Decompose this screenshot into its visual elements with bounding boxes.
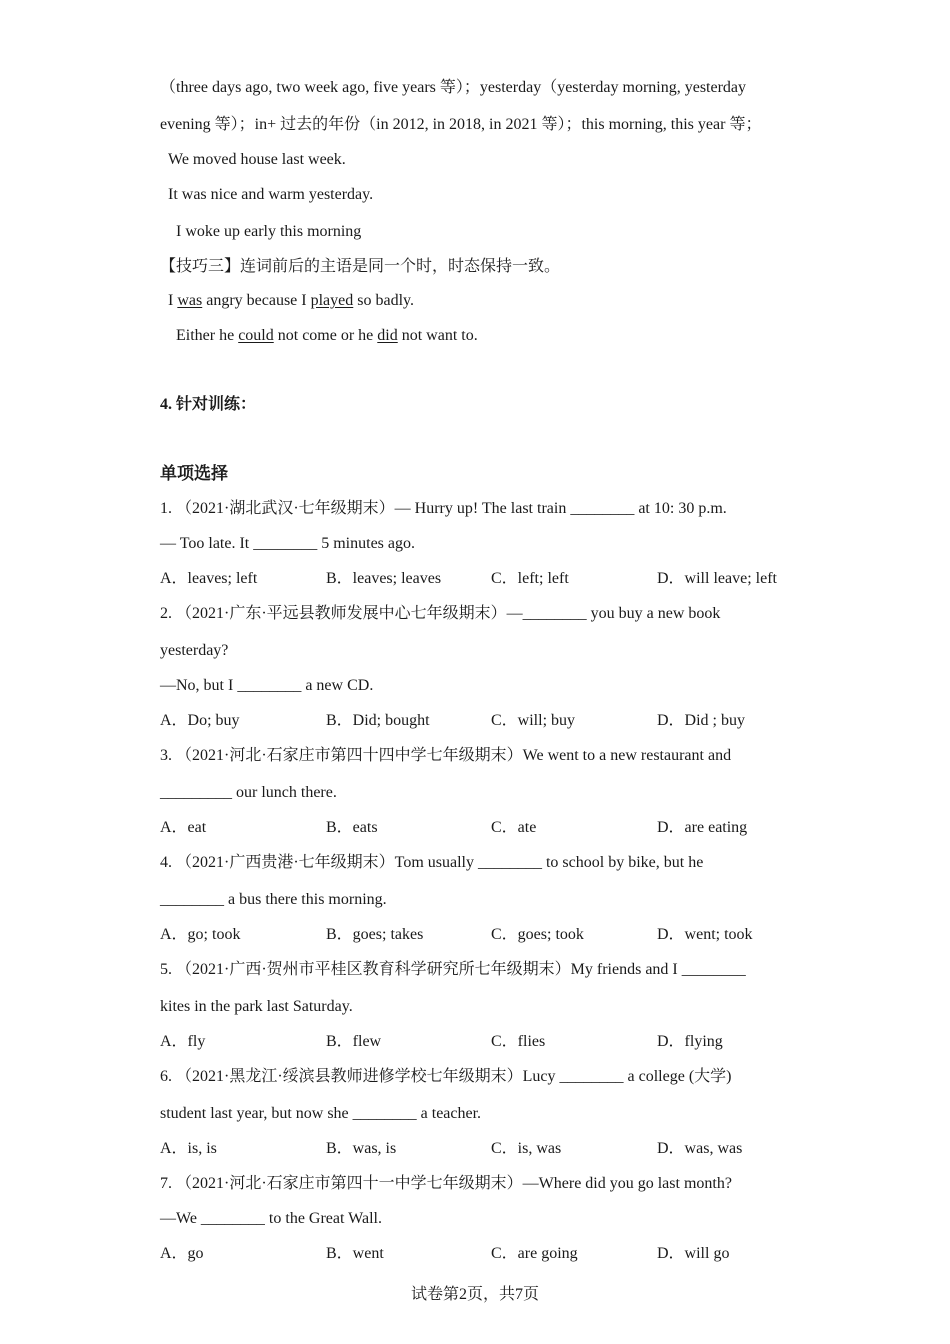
section-4-heading: 4. 针对训练： <box>160 396 257 413</box>
example-sentence-3: I woke up early this morning <box>176 223 362 240</box>
question-5-option-b[interactable]: B．flew <box>326 1033 382 1050</box>
question-7-option-d[interactable]: D．will go <box>657 1245 730 1262</box>
tip-3-example-1: I was angry because I played so badly. <box>168 292 414 309</box>
single-choice-heading: 单项选择 <box>160 464 228 483</box>
question-2-option-b[interactable]: B．Did; bought <box>326 712 430 729</box>
question-2-line-1: 2. （2021·广东·平远县教师发展中心七年级期末）—________ you buy a new book <box>160 605 721 622</box>
question-5-option-c[interactable]: C．flies <box>491 1033 546 1050</box>
question-6-line-2: student last year, but now she ________ a teacher. <box>160 1105 482 1122</box>
page-footer: 试卷第2页，共7页 <box>410 1286 539 1303</box>
question-1-option-c[interactable]: C．left; left <box>491 570 569 587</box>
intro-line-2: evening 等）；in+ 过去的年份（in 2012, in 2018, in 2021 等）；this morning, this year 等； <box>160 116 762 133</box>
question-1-option-a[interactable]: A．leaves; left <box>160 570 258 587</box>
question-4-option-a[interactable]: A．go; took <box>160 926 241 943</box>
question-7-option-b[interactable]: B．went <box>326 1245 384 1262</box>
question-1-line-2: — Too late. It ________ 5 minutes ago. <box>160 535 415 552</box>
question-7-line-2: —We ________ to the Great Wall. <box>160 1210 382 1227</box>
question-3-line-1: 3. （2021·河北·石家庄市第四十四中学七年级期末）We went to a new restaurant and <box>160 747 732 764</box>
question-5-option-d[interactable]: D．flying <box>657 1033 723 1050</box>
question-6-option-d[interactable]: D．was, was <box>657 1140 743 1157</box>
question-3-option-b[interactable]: B．eats <box>326 819 378 836</box>
question-3-option-a[interactable]: A．eat <box>160 819 207 836</box>
question-5-line-1: 5. （2021·广西·贺州市平桂区教育科学研究所七年级期末）My friends and I ________ <box>160 961 746 978</box>
question-2-line-2: yesterday? <box>160 642 229 659</box>
example-sentence-1: We moved house last week. <box>168 151 346 168</box>
example-sentence-2: It was nice and warm yesterday. <box>168 186 374 203</box>
question-2-option-a[interactable]: A．Do; buy <box>160 712 240 729</box>
question-1-line-1: 1. （2021·湖北武汉·七年级期末）— Hurry up! The last train ________ at 10: 30 p.m. <box>160 500 727 517</box>
tip-3-title: 【技巧三】连词前后的主语是同一个时，时态保持一致。 <box>160 258 561 275</box>
question-7-line-1: 7. （2021·河北·石家庄市第四十一中学七年级期末）—Where did you go last month? <box>160 1175 732 1192</box>
question-7-option-a[interactable]: A．go <box>160 1245 204 1262</box>
question-6-option-c[interactable]: C．is, was <box>491 1140 562 1157</box>
question-4-option-d[interactable]: D．went; took <box>657 926 753 943</box>
question-4-line-2: ________ a bus there this morning. <box>160 891 387 908</box>
question-2-option-c[interactable]: C．will; buy <box>491 712 576 729</box>
question-6-option-a[interactable]: A．is, is <box>160 1140 217 1157</box>
question-3-option-d[interactable]: D．are eating <box>657 819 748 836</box>
question-7-option-c[interactable]: C．are going <box>491 1245 578 1262</box>
question-6-option-b[interactable]: B．was, is <box>326 1140 397 1157</box>
question-1-option-b[interactable]: B．leaves; leaves <box>326 570 442 587</box>
question-2-line-3: —No, but I ________ a new CD. <box>160 677 374 694</box>
question-3-option-c[interactable]: C．ate <box>491 819 537 836</box>
question-4-option-b[interactable]: B．goes; takes <box>326 926 424 943</box>
question-1-option-d[interactable]: D．will leave; left <box>657 570 777 587</box>
intro-line-1: （three days ago, two week ago, five years 等）；yesterday（yesterday morning, yesterday <box>160 79 747 96</box>
question-4-option-c[interactable]: C．goes; took <box>491 926 584 943</box>
tip-3-example-2: Either he could not come or he did not want to. <box>176 327 478 344</box>
question-5-line-2: kites in the park last Saturday. <box>160 998 353 1015</box>
question-6-line-1: 6. （2021·黑龙江·绥滨县教师进修学校七年级期末）Lucy ________ a college (大学) <box>160 1068 732 1085</box>
question-3-line-2: _________ our lunch there. <box>160 784 337 801</box>
question-5-option-a[interactable]: A．fly <box>160 1033 206 1050</box>
question-4-line-1: 4. （2021·广西贵港·七年级期末）Tom usually ________ to school by bike, but he <box>160 854 704 871</box>
question-2-option-d[interactable]: D．Did ; buy <box>657 712 746 729</box>
